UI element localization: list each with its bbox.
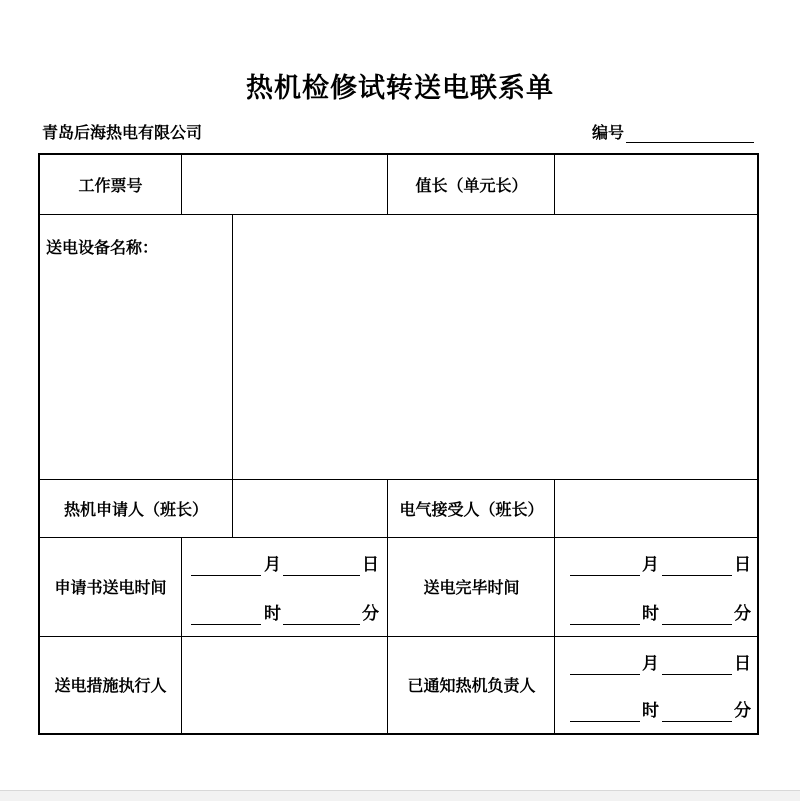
notified-day-blank[interactable] xyxy=(662,674,732,675)
request-month-unit: 月 xyxy=(264,555,281,575)
col-divider xyxy=(387,479,388,733)
col-divider xyxy=(387,155,388,214)
complete-month-blank[interactable] xyxy=(570,575,640,576)
equipment-name-input[interactable] xyxy=(234,216,756,478)
contact-form-table xyxy=(38,153,759,735)
complete-minute-blank[interactable] xyxy=(662,624,732,625)
shift-leader-input[interactable] xyxy=(556,156,756,213)
notified-hour-blank[interactable] xyxy=(570,721,640,722)
request-day-unit: 日 xyxy=(362,555,379,575)
request-time-label: 申请书送电时间 xyxy=(54,578,167,597)
serial-number-label: 编号 xyxy=(592,123,625,142)
work-ticket-label: 工作票号 xyxy=(78,176,143,195)
col-divider xyxy=(181,155,182,214)
serial-number-blank[interactable] xyxy=(626,124,754,143)
form-title: 热机检修试转送电联系单 xyxy=(246,73,554,104)
complete-minute-unit: 分 xyxy=(734,604,751,624)
request-minute-blank[interactable] xyxy=(283,624,360,625)
complete-month-unit: 月 xyxy=(642,555,659,575)
col-divider xyxy=(554,155,555,214)
applicant-label: 热机申请人（班长） xyxy=(63,499,208,519)
receiver-label: 电气接受人（班长） xyxy=(399,499,544,519)
measures-executor-label: 送电措施执行人 xyxy=(54,676,167,695)
request-hour-unit: 时 xyxy=(264,604,281,624)
notified-minute-unit: 分 xyxy=(734,701,751,721)
complete-time-label: 送电完毕时间 xyxy=(423,578,520,597)
applicant-input[interactable] xyxy=(234,481,386,536)
notified-day-unit: 日 xyxy=(734,654,751,674)
serial-number-field[interactable] xyxy=(592,120,754,143)
col-divider xyxy=(554,479,555,733)
notified-hour-unit: 时 xyxy=(642,701,659,721)
complete-hour-blank[interactable] xyxy=(570,624,640,625)
col-divider xyxy=(232,214,233,537)
request-minute-unit: 分 xyxy=(362,604,379,624)
notified-minute-blank[interactable] xyxy=(662,721,732,722)
company-name: 青岛后海热电有限公司 xyxy=(42,123,203,142)
page-bottom-edge xyxy=(0,790,800,801)
request-hour-blank[interactable] xyxy=(191,624,261,625)
row-divider xyxy=(40,214,757,215)
complete-day-blank[interactable] xyxy=(662,575,732,576)
shift-leader-label: 值长（单元长） xyxy=(415,176,528,195)
request-day-blank[interactable] xyxy=(283,575,360,576)
notified-month-unit: 月 xyxy=(642,654,659,674)
col-divider xyxy=(181,537,182,733)
complete-hour-unit: 时 xyxy=(642,604,659,624)
notified-month-blank[interactable] xyxy=(570,674,640,675)
receiver-input[interactable] xyxy=(556,481,756,536)
notified-person-label: 已通知热机负责人 xyxy=(407,676,536,695)
equipment-name-label: 送电设备名称： xyxy=(46,238,159,257)
complete-day-unit: 日 xyxy=(734,555,751,575)
measures-executor-input[interactable] xyxy=(183,638,386,732)
work-ticket-input[interactable] xyxy=(183,156,386,213)
request-month-blank[interactable] xyxy=(191,575,261,576)
